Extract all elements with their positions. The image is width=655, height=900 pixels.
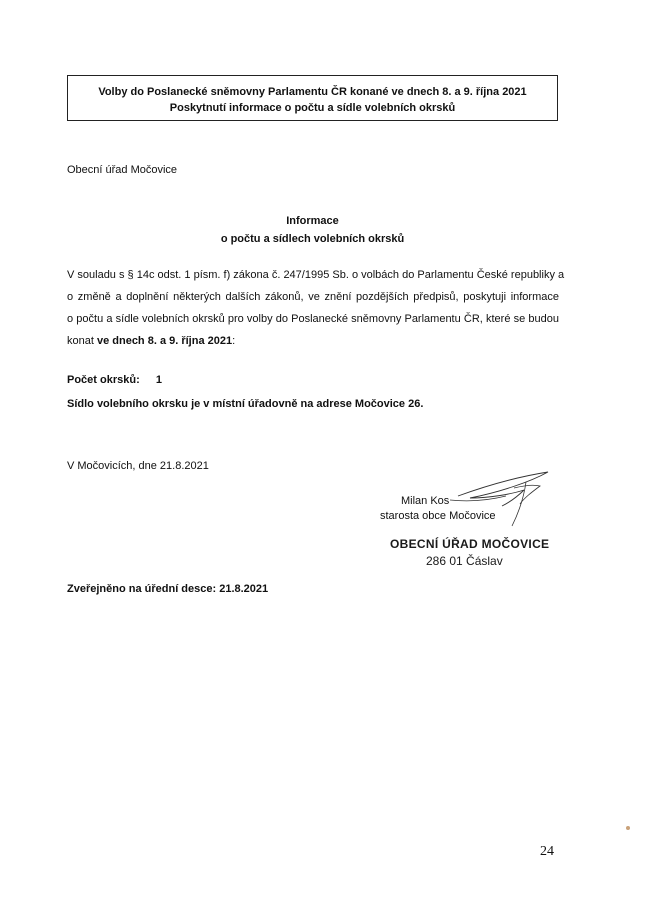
body-line-1: V souladu s § 14c odst. 1 písm. f) zákona č. 247/1995 Sb. o volbách do Parlamentu České republiky a [67, 269, 565, 281]
election-dates: ve dnech 8. a 9. října 2021 [96, 335, 233, 347]
district-count-row [67, 374, 162, 386]
scan-speck [626, 826, 630, 830]
title-heading: Informace [286, 215, 339, 227]
body-line-3: o počtu a sídle volebních okrsků pro volby do Poslanecké sněmovny Parlamentu ČR, které se budou [67, 313, 559, 325]
body-line-4-prefix: konat [67, 335, 97, 347]
district-count-label: Počet okrsků: [67, 374, 140, 386]
body-line-4 [67, 330, 559, 352]
body-line-2: o změně a doplnění některých dalších zákonů, ve znění pozdějších předpisů, poskytuji informace [67, 291, 559, 303]
publication-note: Zveřejněno na úřední desce: 21.8.2021 [67, 583, 269, 595]
title-subheading: o počtu a sídlech volebních okrsků [220, 233, 405, 245]
office-stamp-line-1: OBECNÍ ÚŘAD MOČOVICE [390, 537, 550, 551]
district-count-value: 1 [155, 374, 162, 386]
authority-name: Obecní úřad Močovice [67, 164, 178, 176]
signatory-role: starosta obce Močovice [380, 510, 496, 522]
header-subtitle: Poskytnutí informace o počtu a sídle volebních okrsků [169, 102, 456, 114]
place-date: V Močovicích, dne 21.8.2021 [67, 460, 209, 472]
page-number: 24 [540, 844, 554, 859]
office-stamp-line-2: 286 01 Čáslav [426, 554, 503, 568]
body-paragraph [67, 264, 565, 352]
header-title: Volby do Poslanecké sněmovny Parlamentu ČR konané ve dnech 8. a 9. října 2021 [98, 86, 527, 98]
header-box [67, 75, 558, 121]
body-line-4-suffix: : [232, 335, 236, 347]
signatory-name: Milan Kos [401, 495, 450, 507]
district-seat-text: Sídlo volebního okrsku je v místní úřadovně na adrese Močovice 26. [67, 398, 424, 410]
